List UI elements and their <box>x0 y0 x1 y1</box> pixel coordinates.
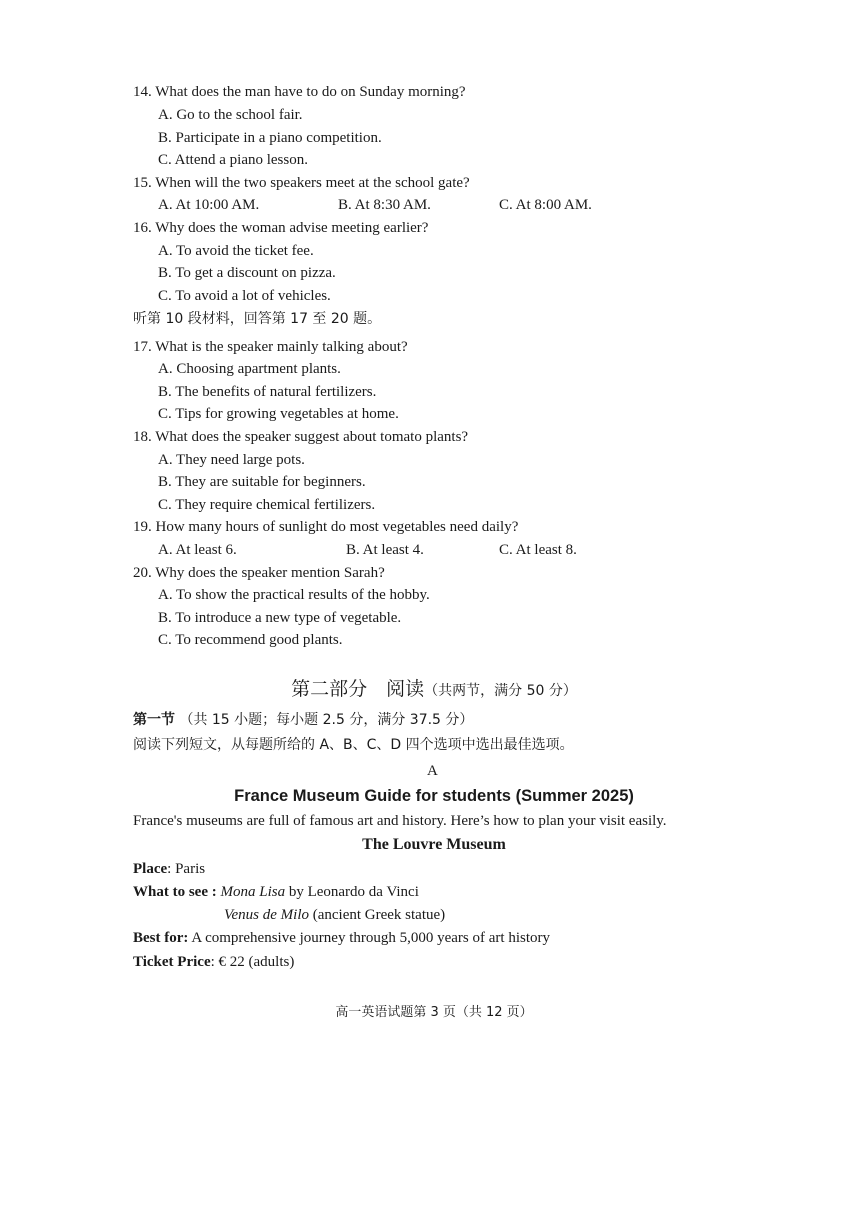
option-15b: B. At 8:30 AM. <box>338 197 431 213</box>
artwork-desc-2: (ancient Greek statue) <box>308 907 446 923</box>
question-14: 14. What does the man have to do on Sunday morning? <box>133 84 466 100</box>
guide-title: France Museum Guide for students (Summer 2025) <box>234 787 634 805</box>
museum-name: The Louvre Museum <box>362 836 506 853</box>
option-16a: A. To avoid the ticket fee. <box>158 243 314 259</box>
best-for-line <box>133 931 550 946</box>
option-14a: A. Go to the school fair. <box>158 107 303 123</box>
question-17: 17. What is the speaker mainly talking about? <box>133 339 408 355</box>
option-16c: C. To avoid a lot of vehicles. <box>158 288 331 304</box>
section-heading <box>133 713 473 727</box>
option-14c: C. Attend a piano lesson. <box>158 152 308 168</box>
artwork-desc-1: by Leonardo da Vinci <box>285 884 419 900</box>
best-for-label: Best for: <box>133 930 189 946</box>
passage-letter: A <box>427 763 438 779</box>
question-18: 18. What does the speaker suggest about tomato plants? <box>133 429 469 445</box>
option-20a: A. To show the practical results of the hobby. <box>158 587 430 603</box>
option-19c: C. At least 8. <box>499 542 577 558</box>
place-line <box>133 862 205 877</box>
option-19a: A. At least 6. <box>158 542 237 558</box>
option-17b: B. The benefits of natural fertilizers. <box>158 384 377 400</box>
option-15c: C. At 8:00 AM. <box>499 197 592 213</box>
option-16b: B. To get a discount on pizza. <box>158 265 336 281</box>
option-17a: A. Choosing apartment plants. <box>158 361 341 377</box>
section-title: 第一节 <box>133 712 175 728</box>
question-15: 15. When will the two speakers meet at the school gate? <box>133 175 470 191</box>
guide-intro: France's museums are full of famous art and history. Here’s how to plan your visit easily. <box>133 813 667 829</box>
ticket-price-label: Ticket Price <box>133 954 211 970</box>
artwork-title-2: Venus de Milo <box>224 907 309 923</box>
ticket-price-value: : € 22 (adults) <box>210 954 295 970</box>
question-19: 19. How many hours of sunlight do most vegetables need daily? <box>133 519 519 535</box>
listening-instruction: 听第 10 段材料，回答第 17 至 20 题。 <box>133 311 382 327</box>
what-to-see-label: What to see : <box>133 884 217 900</box>
question-16: 16. Why does the woman advise meeting earlier? <box>133 220 429 236</box>
option-18b: B. They are suitable for beginners. <box>158 474 366 490</box>
option-19b: B. At least 4. <box>346 542 424 558</box>
option-14b: B. Participate in a piano competition. <box>158 130 382 146</box>
place-value: : Paris <box>167 861 206 877</box>
part-heading <box>0 680 868 699</box>
page-footer: 高一英语试题第 3 页（共 12 页） <box>335 1005 533 1020</box>
section-note: （共 15 小题；每小题 2.5 分，满分 37.5 分） <box>179 712 474 728</box>
option-20c: C. To recommend good plants. <box>158 632 343 648</box>
place-label: Place <box>133 861 168 877</box>
option-17c: C. Tips for growing vegetables at home. <box>158 406 399 422</box>
option-15a: A. At 10:00 AM. <box>158 197 260 213</box>
question-20: 20. Why does the speaker mention Sarah? <box>133 565 385 581</box>
ticket-price-line <box>133 955 294 970</box>
option-20b: B. To introduce a new type of vegetable. <box>158 610 402 626</box>
artwork-title-1: Mona Lisa <box>220 884 286 900</box>
best-for-value: A comprehensive journey through 5,000 years of art history <box>188 930 550 946</box>
what-to-see-item-2 <box>224 908 445 923</box>
option-18c: C. They require chemical fertilizers. <box>158 497 376 513</box>
reading-directions: 阅读下列短文，从每题所给的 A、B、C、D 四个选项中选出最佳选项。 <box>133 737 574 753</box>
part-note: （共两节，满分 50 分） <box>424 683 577 699</box>
what-to-see-line <box>133 885 419 900</box>
part-title: 第二部分 阅读 <box>291 678 425 700</box>
option-18a: A. They need large pots. <box>158 452 305 468</box>
